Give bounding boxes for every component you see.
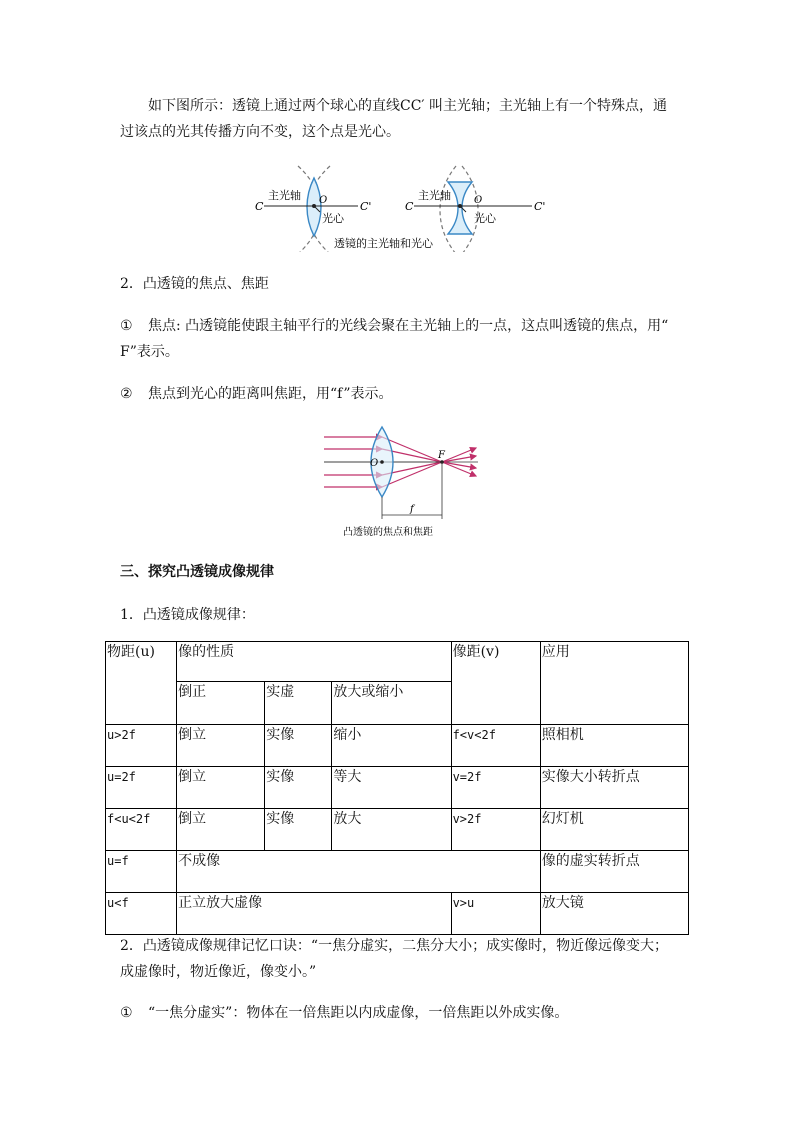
cell-real-virtual: 实像 (265, 725, 332, 767)
label-o: O (474, 195, 483, 206)
cell-u: u=2f (106, 767, 177, 809)
label-optical-center: 光心 (474, 212, 496, 225)
cell-orientation: 倒立 (177, 767, 265, 809)
table-row (106, 725, 689, 767)
figure-caption: 凸透镜的焦点和焦距 (343, 527, 433, 538)
figure-caption: 透镜的主光轴和光心 (334, 237, 433, 250)
header-size: 放大或缩小 (332, 682, 451, 725)
cell-u: f<u<2f (106, 809, 177, 851)
cell-v: f<v<2f (451, 725, 540, 767)
table-row (106, 851, 689, 893)
header-image-distance: 像距(v) (451, 642, 540, 725)
cell-application: 照相机 (540, 725, 688, 767)
item-marker: ① (120, 318, 133, 334)
header-real-virtual: 实虚 (265, 682, 332, 725)
table-row (106, 893, 689, 935)
section-title-focus: 2．凸透镜的焦点、焦距 (120, 276, 269, 292)
label-c-right: C' (360, 200, 372, 213)
header-image-nature: 像的性质 (177, 642, 451, 682)
cell-application: 实像大小转折点 (540, 767, 688, 809)
subsection-title-imaging-rules: 1．凸透镜成像规律： (120, 607, 255, 623)
optical-center-dot (380, 460, 384, 464)
cell-nature: 正立放大虚像 (177, 893, 451, 935)
cell-size: 等大 (332, 767, 451, 809)
focus-definition-line-1: 焦点: 凸透镜能使跟主轴平行的光线会聚在主光轴上的一点，这点叫透镜的焦点，用“ (148, 318, 669, 334)
cell-application: 幻灯机 (540, 809, 688, 851)
label-main-axis: 主光轴 (418, 189, 451, 202)
header-object-distance: 物距(u) (106, 642, 177, 725)
label-o: O (319, 195, 328, 206)
cell-u: u=f (106, 851, 177, 893)
label-f-point: F (438, 450, 445, 461)
table-row (106, 809, 689, 851)
cell-application: 像的虚实转折点 (540, 851, 688, 893)
label-o: O (370, 458, 379, 469)
item-marker: ② (120, 386, 133, 402)
sphere-arc-left (440, 166, 456, 252)
cell-orientation: 倒立 (177, 809, 265, 851)
cell-v: v=2f (451, 767, 540, 809)
label-c-left: C (405, 200, 414, 213)
label-f-length: f (410, 504, 414, 515)
cell-v: v>2f (451, 809, 540, 851)
cell-size: 放大 (332, 809, 451, 851)
sphere-arc-right (462, 166, 478, 252)
mnemonic-line-2: 成虚像时，物近像近，像变小。” (120, 964, 317, 980)
focus-definition-line-2: F”表示。 (120, 344, 179, 360)
label-optical-center: 光心 (322, 212, 344, 225)
item-marker: ① (120, 1005, 133, 1021)
cell-real-virtual: 实像 (265, 767, 332, 809)
label-c-left: C (255, 200, 264, 213)
cell-orientation: 倒立 (177, 725, 265, 767)
cell-application: 放大镜 (540, 893, 688, 935)
intro-line-2: 过该点的光其传播方向不变，这个点是光心。 (120, 124, 400, 140)
cell-size: 缩小 (332, 725, 451, 767)
header-orientation: 倒正 (177, 682, 265, 725)
cell-real-virtual: 实像 (265, 809, 332, 851)
label-c-right: C' (534, 200, 546, 213)
mnemonic-line-1: 2．凸透镜成像规律记忆口诀：“一焦分虚实，二焦分大小；成实像时，物近像远像变大； (120, 938, 669, 954)
cell-u: u>2f (106, 725, 177, 767)
figure-main-axis-optical-center (250, 162, 550, 252)
cell-v: v>u (451, 893, 540, 935)
imaging-rules-table (105, 641, 689, 935)
cell-u: u<f (106, 893, 177, 935)
focal-length-definition: 焦点到光心的距离叫焦距，用“f”表示。 (148, 386, 393, 402)
section-heading-imaging-rules: 三、探究凸透镜成像规律 (120, 564, 274, 580)
cell-nature: 不成像 (177, 851, 541, 893)
figure-focus-and-focal-length (320, 425, 482, 540)
intro-line-1: 如下图所示：透镜上通过两个球心的直线CC′ 叫主光轴；主光轴上有一个特殊点，通 (148, 98, 668, 114)
table-header-row (106, 642, 689, 682)
label-main-axis: 主光轴 (268, 189, 301, 202)
table-row (106, 767, 689, 809)
header-application: 应用 (540, 642, 688, 725)
mnemonic-item-1: “一焦分虚实”：物体在一倍焦距以内成虚像，一倍焦距以外成实像。 (148, 1005, 569, 1021)
